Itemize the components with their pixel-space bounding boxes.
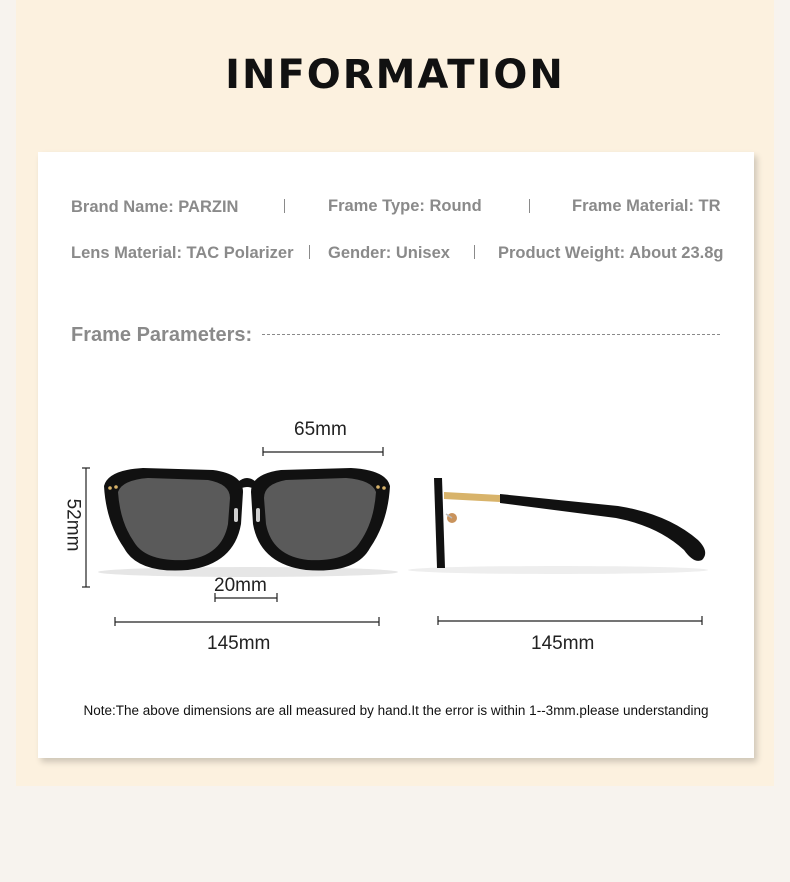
side-view-sunglasses [408, 478, 708, 574]
spec-lens-material: Lens Material: TAC Polarizer [71, 244, 294, 262]
temple-length-measure-line [438, 616, 702, 625]
lens-width-label: 65mm [294, 419, 347, 440]
spec-product-weight: Product Weight: About 23.8g [498, 244, 724, 262]
frame-width-measure-line [115, 617, 379, 626]
spec-frame-type: Frame Type: Round [328, 197, 482, 215]
info-card [38, 152, 754, 758]
spec-brand-name: Brand Name: PARZIN [71, 198, 239, 216]
bridge-width-label: 20mm [214, 575, 267, 596]
glasses-illustration [38, 152, 754, 758]
frame-width-label: 145mm [207, 633, 271, 654]
front-view-sunglasses [98, 468, 398, 577]
lens-height-label: 52mm [62, 498, 84, 552]
spec-gender: Gender: Unisex [328, 244, 450, 262]
page-title: INFORMATION [225, 52, 565, 98]
lens-width-measure-line [263, 447, 383, 456]
frame-parameters-label: Frame Parameters: [71, 324, 253, 346]
temple-length-label: 145mm [531, 633, 595, 654]
spec-frame-material: Frame Material: TR [572, 197, 721, 215]
measurement-note: Note:The above dimensions are all measured by hand.It the error is within 1--3mm.please understanding [83, 703, 709, 718]
